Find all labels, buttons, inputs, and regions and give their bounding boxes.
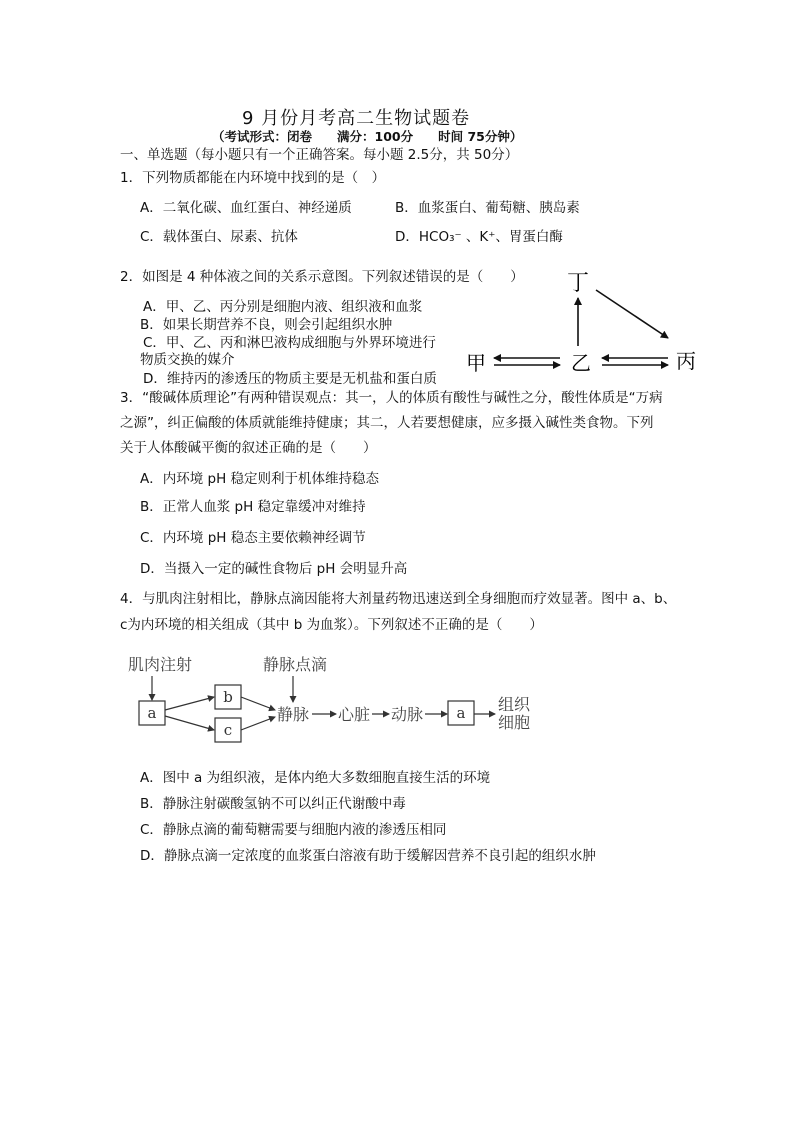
- box-a-left-label: a: [147, 704, 157, 722]
- q2-option-d: D．维持丙的渗透压的物质主要是无机盐和蛋白质: [143, 371, 437, 387]
- q4-stem-line2: c为内环境的相关组成（其中 b 为血浆）。下列叙述不正确的是（ ）: [120, 617, 543, 633]
- box-c-label: c: [223, 721, 233, 739]
- q1-option-c: C．载体蛋白、尿素、抗体: [140, 229, 298, 245]
- injection-path-diagram: [120, 650, 570, 750]
- label-tissue-2: 细胞: [498, 713, 531, 732]
- q2-stem: 2．如图是 4 种体液之间的关系示意图。下列叙述错误的是（ ）: [120, 269, 524, 285]
- label-im-injection: 肌肉注射: [128, 655, 193, 674]
- q3-stem-line1: 3．“酸碱体质理论”有两种错误观点：其一，人的体质有酸性与碱性之分，酸性体质是“万病: [120, 390, 663, 406]
- label-bing: 丙: [676, 349, 696, 373]
- q3-option-c: C．内环境 pH 稳态主要依赖神经调节: [140, 530, 366, 546]
- box-b-label: b: [223, 688, 233, 706]
- q2-option-b: B．如果长期营养不良，则会引起组织水肿: [140, 317, 393, 333]
- arrow-b-to-vein: [241, 697, 275, 710]
- q1-option-b: B．血浆蛋白、葡萄糖、胰岛素: [395, 200, 580, 216]
- page-title: 9 月份月考高二生物试题卷: [242, 108, 471, 129]
- section-heading: 一、单选题（每小题只有一个正确答案。每小题 2.5分，共 50分）: [120, 147, 519, 163]
- label-yi: 乙: [571, 351, 591, 375]
- q3-option-d: D．当摄入一定的碱性食物后 pH 会明显升高: [140, 561, 408, 577]
- arrow-ding-to-bing: [596, 290, 668, 338]
- label-ding: 丁: [566, 271, 590, 296]
- q4-stem-line1: 4．与肌肉注射相比，静脉点滴因能将大剂量药物迅速送到全身细胞而疗效显著。图中 a、b、: [120, 591, 677, 607]
- label-jia: 甲: [466, 351, 486, 375]
- q1-option-d: D．HCO₃⁻ 、K⁺、胃蛋白酶: [395, 229, 563, 245]
- arrow-a-to-c: [165, 716, 214, 730]
- q4-option-c: C．静脉点滴的葡萄糖需要与细胞内液的渗透压相同: [140, 822, 447, 838]
- exam-info: （考试形式：闭卷 满分：100分 时间 75分钟）: [212, 129, 523, 144]
- q2-option-a: A．甲、乙、丙分别是细胞内液、组织液和血浆: [143, 299, 423, 315]
- q4-option-a: A．图中 a 为组织液，是体内绝大多数细胞直接生活的环境: [140, 770, 491, 786]
- body-fluid-diagram: [450, 262, 710, 387]
- q3-option-b: B．正常人血浆 pH 稳定靠缓冲对维持: [140, 499, 366, 515]
- box-a-right-label: a: [456, 704, 466, 722]
- q1-stem: 1．下列物质都能在内环境中找到的是（ ）: [120, 170, 386, 186]
- q4-option-b: B．静脉注射碳酸氢钠不可以纠正代谢酸中毒: [140, 796, 406, 812]
- q3-stem-line3: 关于人体酸碱平衡的叙述正确的是（ ）: [120, 440, 377, 456]
- label-artery: 动脉: [391, 705, 424, 724]
- arrow-c-to-vein: [241, 717, 275, 730]
- label-tissue-1: 组织: [498, 695, 531, 714]
- q3-stem-line2: 之源”，纠正偏酸的体质就能维持健康；其二，人若要想健康，应多摄入碱性类食物。下列: [120, 415, 654, 431]
- q3-option-a: A．内环境 pH 稳定则利于机体维持稳态: [140, 471, 380, 487]
- q2-option-c: C．甲、乙、丙和淋巴液构成细胞与外界环境进行: [143, 335, 436, 351]
- arrow-a-to-b: [165, 697, 214, 710]
- q1-option-a: A．二氧化碳、血红蛋白、神经递质: [140, 200, 352, 216]
- label-vein: 静脉: [277, 705, 310, 724]
- q2-option-c-cont: 物质交换的媒介: [140, 352, 235, 368]
- label-heart: 心脏: [338, 705, 371, 724]
- q4-option-d: D．静脉点滴一定浓度的血浆蛋白溶液有助于缓解因营养不良引起的组织水肿: [140, 848, 596, 864]
- label-iv-drip: 静脉点滴: [263, 655, 328, 674]
